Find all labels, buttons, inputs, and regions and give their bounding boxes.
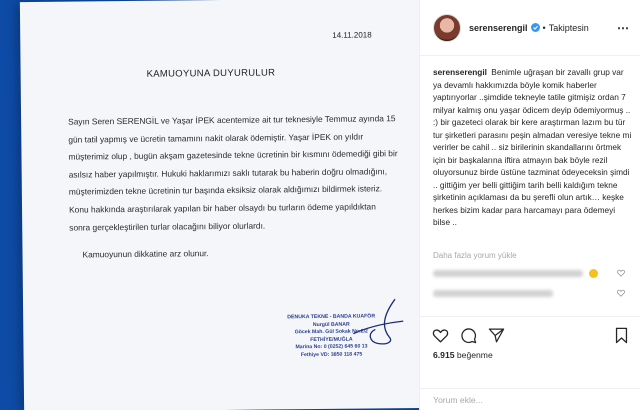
comment-box	[420, 388, 640, 410]
emoji-icon	[589, 269, 598, 278]
comment-like-icon[interactable]	[617, 289, 625, 297]
follow-status-button[interactable]: Takiptesin	[548, 22, 589, 33]
stamp-line: FETHİYE/MUĞLA	[310, 336, 353, 343]
more-options-icon[interactable]: ⋯	[617, 20, 630, 35]
comment-input[interactable]	[433, 395, 623, 405]
stamp-line: Göcek Mah. Gül Sokak No:2/2	[294, 328, 368, 336]
comment-like-icon[interactable]	[617, 269, 625, 277]
document-title: KAMUOYUNA DUYURULUR	[146, 67, 276, 80]
likes-label: beğenme	[456, 350, 493, 360]
blurred-comment	[433, 270, 583, 277]
document-closing: Kamuoyunun dikkatine arz olunur.	[82, 248, 209, 260]
likes-number: 6.915	[433, 350, 455, 360]
document-date: 14.11.2018	[332, 30, 372, 40]
post-actions-bar	[420, 316, 640, 352]
post-header	[420, 0, 640, 56]
share-icon[interactable]	[488, 327, 505, 344]
caption-username-link[interactable]: serenserengil	[433, 67, 487, 77]
post-sidebar	[419, 0, 640, 410]
document-paragraph: Sayın Seren SERENGİL ve Yaşar İPEK acentemize ait tur teknesiyle Temmuz ayında 15 gün tatil yapmış ve ücretin tamamını nakit olarak ödemiştir. Yaşar İPEK on yıldır müşterimiz olup , bugün akşam gazetesinde tekne ücretinin bir kısmını ödemediği gibi bir asılsız haber yapılmıştır. Hukuki haklarımızı saklı tutarak bu haberin doğru olmadığını, müşterimizden tekne ücretinin tur başında eksiksiz olarak aldığımızı bildirmek isteriz. Konu hakkında araştırılarak yapılan bir haber olsaydı bu turların ödeme yapıldıktan sonra gerçekleştirilen turlar olacağını biliyor olurlardı.	[68, 113, 398, 233]
caption-text: Benimle uğraşan bir zavallı grup var ya devamlı hakkımızda böyle komik haberler yaptırıyorlar ..şimdide tekneyle tatile gitmişiz ordan 7 milyar kalmış onu yaşar ödicem deyip ödemiyormuş .. :) bir gazeteci olarak bir kere araştırman lazım bu tür tur şirketleri parasını peşin almadan veresiye tekne mi verirler be cahil .. siz birilerinin skandallarını örtmek için bir başkalarına iftira atmayın bak böyle rezil oluyorsunuz birde üstüne tazminat ödeyeceksin şimdi .. gittiğim yer belli gittiğim tarih belli kaldığım tekne şirketinin açıklaması da bu şerefli olun artık… keşke herkes bizim kadar para harcamayı para ödemeyi bilse ..	[433, 67, 632, 227]
likes-count[interactable]	[433, 350, 493, 360]
company-stamp	[276, 313, 386, 360]
blurred-comment	[433, 290, 553, 297]
announcement-document	[20, 0, 419, 410]
stamp-line: Fethiye VD: 3850 118 475	[300, 351, 363, 359]
comment-bubble-icon[interactable]	[460, 327, 477, 344]
stamp-line: Nurgül BANAR	[312, 321, 350, 328]
load-more-comments-link[interactable]: Daha fazla yorum yükle	[433, 251, 517, 260]
verified-badge-icon	[531, 23, 540, 32]
post-caption	[433, 66, 633, 229]
document-body	[68, 110, 399, 237]
stamp-line: Marina No: 0 (0252) 645 60 13	[295, 343, 368, 351]
stamp-line: DENUKA TEKNE - BANDA KUAFÖR	[287, 313, 376, 321]
heart-icon[interactable]	[432, 327, 449, 344]
comment-row	[433, 288, 625, 298]
separator-dot: •	[542, 22, 546, 33]
comment-row	[433, 268, 625, 278]
avatar[interactable]	[433, 14, 461, 42]
username-link[interactable]: serenserengil	[469, 22, 528, 33]
bookmark-icon[interactable]	[613, 327, 630, 344]
